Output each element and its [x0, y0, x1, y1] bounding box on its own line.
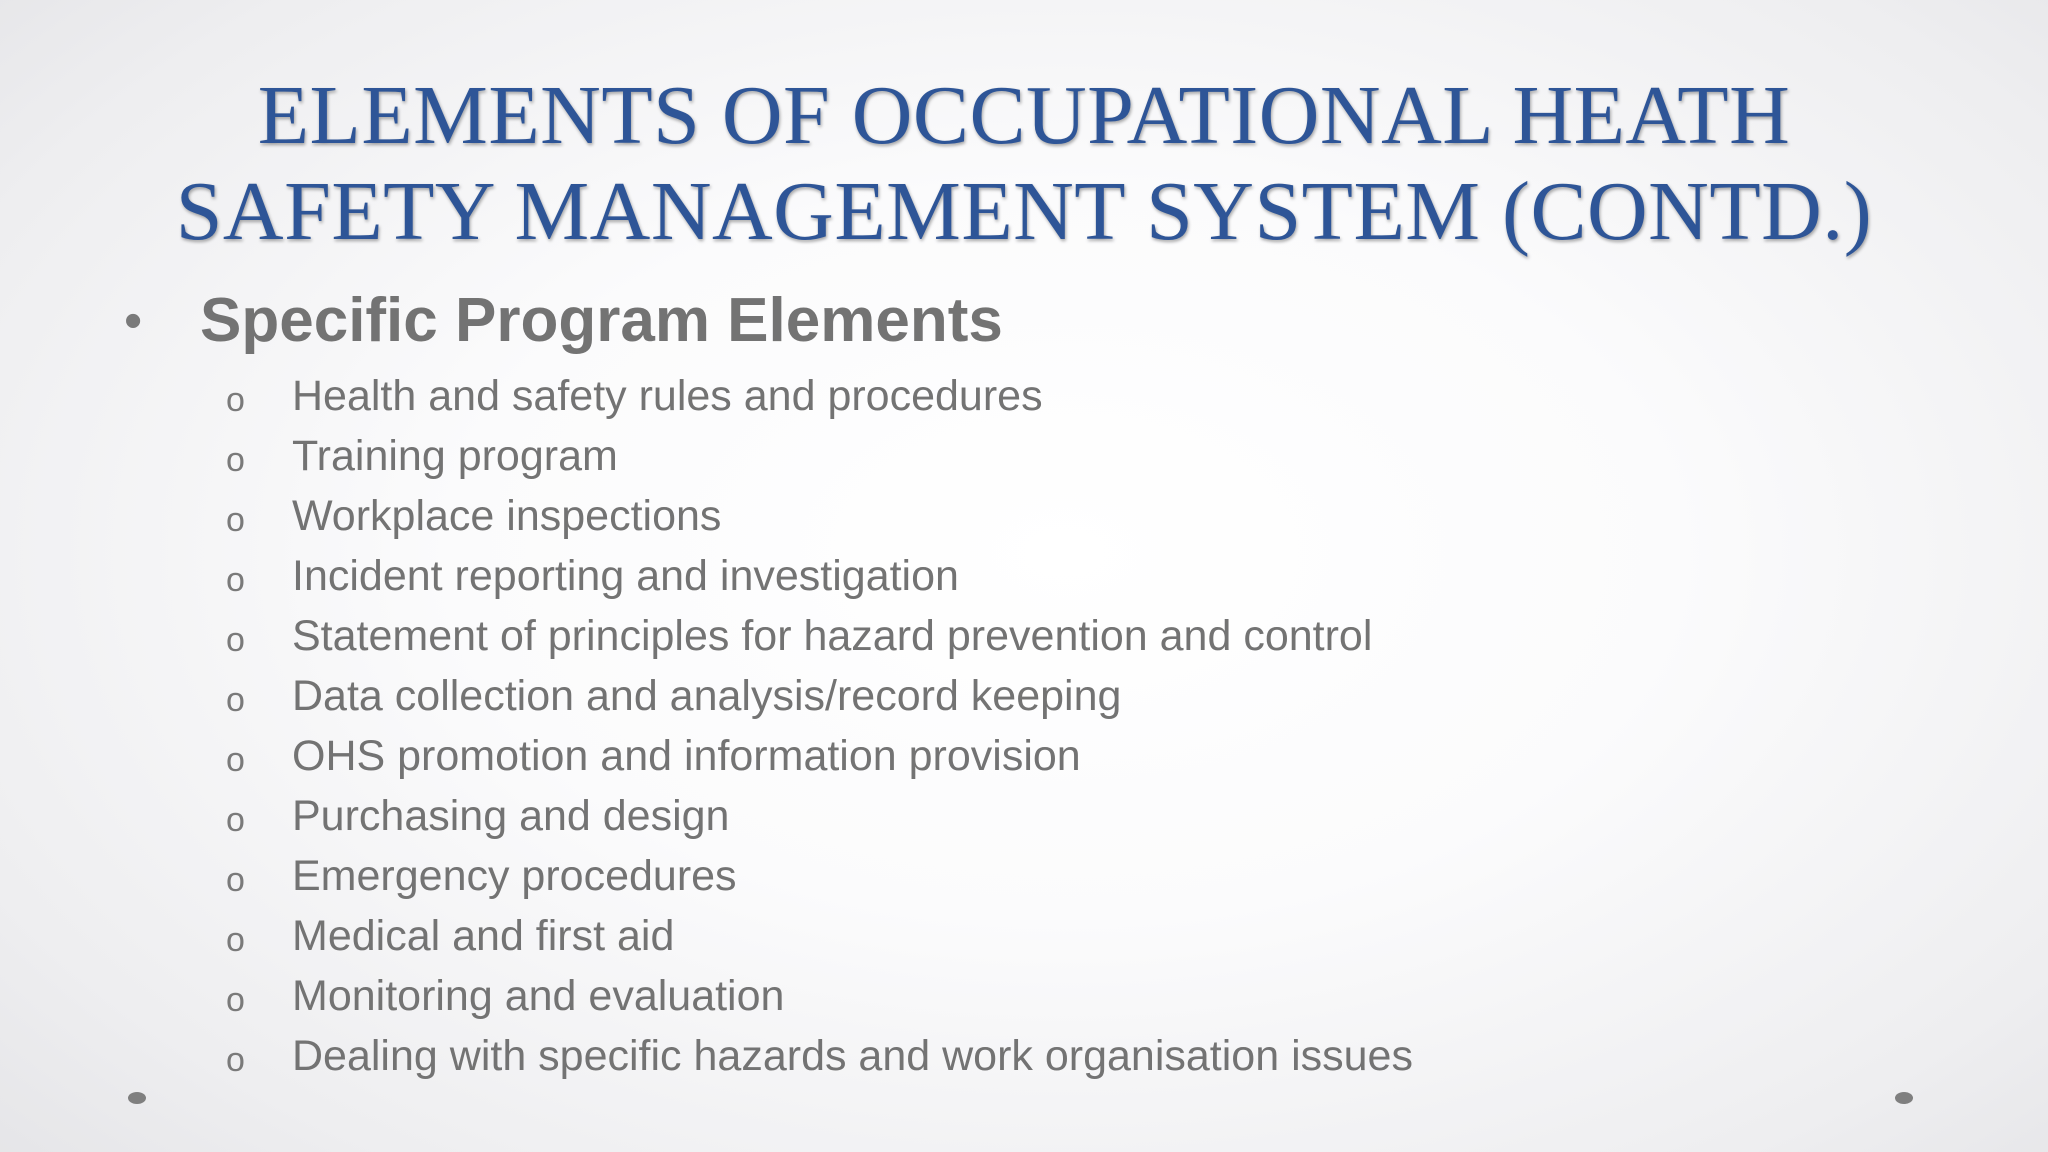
list-item	[224, 426, 1413, 486]
list-item	[224, 846, 1413, 906]
main-bullet-item	[124, 284, 1003, 358]
slide-title	[0, 68, 2048, 260]
list-item	[224, 546, 1413, 606]
circle-bullet-icon: o	[226, 441, 245, 479]
list-item	[224, 486, 1413, 546]
list-item	[224, 906, 1413, 966]
circle-bullet-icon: o	[226, 381, 245, 419]
title-line-1: ELEMENTS OF OCCUPATIONAL HEATH	[257, 69, 1791, 162]
list-item-text: Purchasing and design	[292, 792, 730, 840]
sub-bullet-list	[224, 366, 1413, 1086]
corner-dot-left-icon	[128, 1092, 146, 1104]
list-item-text: Workplace inspections	[292, 492, 722, 540]
circle-bullet-icon: o	[226, 981, 245, 1019]
list-item-text: Statement of principles for hazard prevention and control	[292, 612, 1373, 660]
circle-bullet-icon: o	[226, 681, 245, 719]
list-item	[224, 366, 1413, 426]
circle-bullet-icon: o	[226, 801, 245, 839]
circle-bullet-icon: o	[226, 1041, 245, 1079]
list-item-text: Data collection and analysis/record keeping	[292, 672, 1122, 720]
list-item	[224, 1026, 1413, 1086]
list-item	[224, 966, 1413, 1026]
circle-bullet-icon: o	[226, 561, 245, 599]
circle-bullet-icon: o	[226, 741, 245, 779]
list-item-text: Training program	[292, 432, 618, 480]
list-item	[224, 606, 1413, 666]
list-item-text: Health and safety rules and procedures	[292, 372, 1043, 420]
list-item-text: Emergency procedures	[292, 852, 737, 900]
list-item-text: Monitoring and evaluation	[292, 972, 785, 1020]
list-item-text: Dealing with specific hazards and work organisation issues	[292, 1032, 1413, 1080]
list-item	[224, 786, 1413, 846]
list-item	[224, 726, 1413, 786]
list-item-text: OHS promotion and information provision	[292, 732, 1081, 780]
bullet-icon: •	[124, 292, 143, 350]
title-line-2: SAFETY MANAGEMENT SYSTEM (CONTD.)	[175, 165, 1873, 258]
circle-bullet-icon: o	[226, 501, 245, 539]
circle-bullet-icon: o	[226, 861, 245, 899]
list-item-text: Incident reporting and investigation	[292, 552, 959, 600]
circle-bullet-icon: o	[226, 621, 245, 659]
list-item	[224, 666, 1413, 726]
corner-dot-right-icon	[1895, 1092, 1913, 1104]
circle-bullet-icon: o	[226, 921, 245, 959]
list-item-text: Medical and first aid	[292, 912, 675, 960]
main-bullet-text: Specific Program Elements	[200, 286, 1003, 355]
